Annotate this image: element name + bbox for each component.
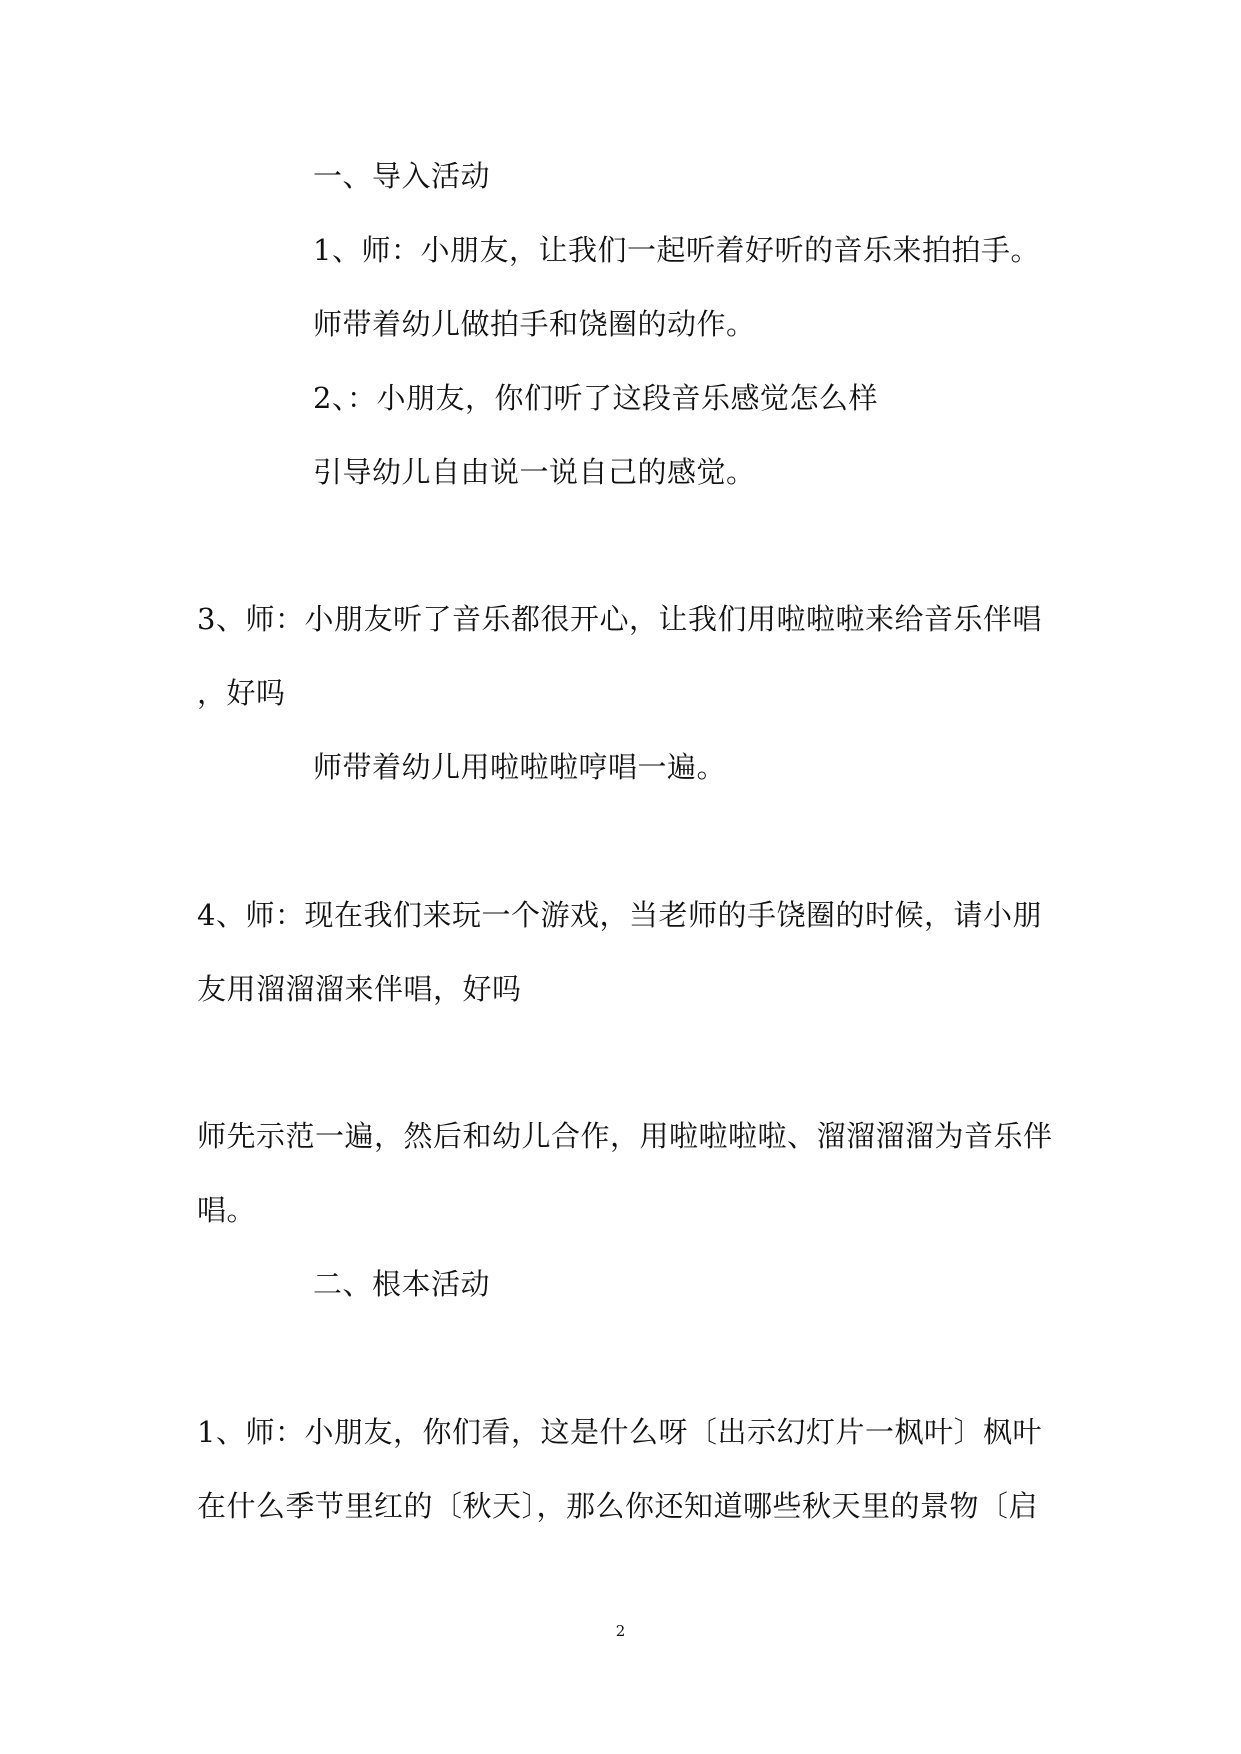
section-heading-intro: 一、导入活动 xyxy=(313,159,491,193)
paragraph-line: 2、：小朋友，你们听了这段音乐感觉怎么样 xyxy=(313,381,878,415)
paragraph-line: 4、师：现在我们来玩一个游戏，当老师的手饶圈的时候，请小朋 xyxy=(197,898,1042,932)
paragraph-line: 3、师：小朋友听了音乐都很开心，让我们用啦啦啦来给音乐伴唱 xyxy=(197,602,1042,636)
paragraph-line: 引导幼儿自由说一说自己的感觉。 xyxy=(313,455,756,489)
paragraph-line: 唱。 xyxy=(197,1193,257,1227)
paragraph-line: 师先示范一遍，然后和幼儿合作，用啦啦啦啦、溜溜溜溜为音乐伴 xyxy=(197,1119,1053,1153)
paragraph-line: 师带着幼儿做拍手和饶圈的动作。 xyxy=(313,307,756,341)
page-number: 2 xyxy=(615,1622,626,1640)
section-heading-main: 二、根本活动 xyxy=(313,1267,491,1301)
paragraph-line: ，好吗 xyxy=(197,676,286,710)
paragraph-line: 在什么季节里红的〔秋天〕，那么你还知道哪些秋天里的景物〔启 xyxy=(197,1489,1039,1523)
paragraph-line: 1、师：小朋友，你们看，这是什么呀〔出示幻灯片一枫叶〕枫叶 xyxy=(197,1415,1042,1449)
paragraph-line: 友用溜溜溜来伴唱，好吗 xyxy=(197,972,522,1006)
paragraph-line: 师带着幼儿用啦啦啦哼唱一遍。 xyxy=(313,750,727,784)
paragraph-line: 1、师：小朋友，让我们一起听着好听的音乐来拍拍手。 xyxy=(313,233,1040,267)
